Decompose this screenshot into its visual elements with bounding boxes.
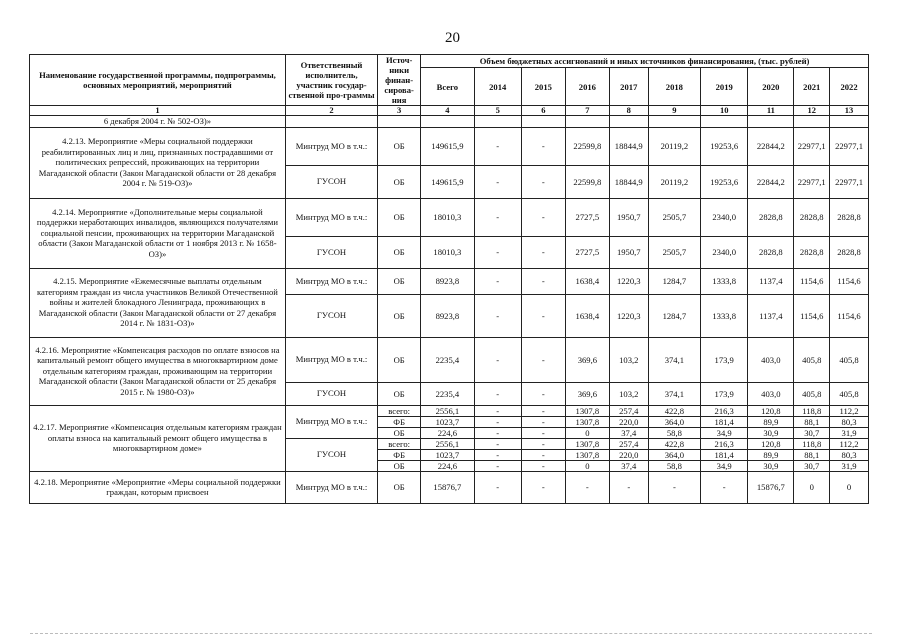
value-cell: - (474, 438, 521, 449)
value-cell: 34,9 (701, 427, 748, 438)
value-cell: - (521, 337, 565, 382)
value-cell: 31,9 (830, 427, 869, 438)
source: ОБ (378, 127, 421, 165)
value-cell: 8923,8 (421, 294, 474, 337)
column-number: 11 (748, 106, 794, 116)
value-cell: 37,4 (609, 460, 648, 471)
value-cell: 2235,4 (421, 382, 474, 405)
value-cell: 22599,8 (565, 165, 609, 198)
row-name: 4.2.17. Мероприятие «Компенсация отдельным категориям граждан оплаты взноса на капитальный ремонт общего имущества в многоквартирном доме» (30, 405, 286, 471)
value-cell: 2340,0 (701, 198, 748, 236)
value-cell: 405,8 (794, 382, 830, 405)
column-number: 4 (421, 106, 474, 116)
table-row (30, 127, 869, 165)
responsible: Минтруд МО в т.ч.: (285, 405, 377, 438)
value-cell: 403,0 (748, 337, 794, 382)
value-cell: - (474, 382, 521, 405)
value-cell: 88,1 (794, 449, 830, 460)
responsible: ГУСОН (285, 382, 377, 405)
page-number: 20 (445, 30, 460, 46)
value-cell: 2556,1 (421, 405, 474, 416)
value-cell: - (474, 427, 521, 438)
column-number: 9 (648, 106, 700, 116)
value-cell: - (474, 337, 521, 382)
value-cell: 2828,8 (794, 198, 830, 236)
row-name: 4.2.16. Мероприятие «Компенсация расходов по оплате взносов на капитальный ремонт общего имущества в многоквартирном доме отдельным категориям граждан, проживающим на территории Магаданской области (Закон Магаданской области от 25 декабря 2015 г. № 1980-ОЗ)» (30, 337, 286, 405)
value-cell: 20119,2 (648, 127, 700, 165)
value-cell: 364,0 (648, 449, 700, 460)
value-cell: 364,0 (648, 416, 700, 427)
row-name: 4.2.14. Мероприятие «Дополнительные меры социальной поддержки неработающих инвалидов, являющихся получателями социальной пенсии, проживающих на территории Магаданской области (Закон Магаданской области от 1 ноября 2013 г. № 1658-ОЗ)» (30, 198, 286, 268)
header-year: 2017 (609, 68, 648, 106)
value-cell: 22599,8 (565, 127, 609, 165)
value-cell: 374,1 (648, 382, 700, 405)
value-cell: 1638,4 (565, 268, 609, 294)
value-cell: 0 (794, 471, 830, 503)
value-cell: 422,8 (648, 438, 700, 449)
value-cell: 1333,8 (701, 268, 748, 294)
responsible: Минтруд МО в т.ч.: (285, 337, 377, 382)
value-cell: 34,9 (701, 460, 748, 471)
value-cell: 2235,4 (421, 337, 474, 382)
source: ОБ (378, 236, 421, 268)
value-cell: - (609, 471, 648, 503)
column-number: 3 (378, 106, 421, 116)
header-total: Всего (421, 68, 474, 106)
header-year: 2015 (521, 68, 565, 106)
value-cell: 1307,8 (565, 416, 609, 427)
source: ОБ (378, 382, 421, 405)
column-number: 12 (794, 106, 830, 116)
value-cell: - (648, 471, 700, 503)
value-cell: 31,9 (830, 460, 869, 471)
value-cell: 216,3 (701, 438, 748, 449)
value-cell: 1307,8 (565, 438, 609, 449)
value-cell: 89,9 (748, 416, 794, 427)
value-cell: 181,4 (701, 449, 748, 460)
value-cell: 8923,8 (421, 268, 474, 294)
value-cell: 2828,8 (748, 198, 794, 236)
value-cell: - (521, 416, 565, 427)
page-edge-divider (30, 633, 872, 634)
value-cell: - (474, 165, 521, 198)
value-cell: 18844,9 (609, 127, 648, 165)
value-cell: 224,6 (421, 460, 474, 471)
header-year: 2022 (830, 68, 869, 106)
value-cell: 30,7 (794, 460, 830, 471)
value-cell: - (701, 471, 748, 503)
value-cell: 118,8 (794, 405, 830, 416)
source: ФБ (378, 449, 421, 460)
header-year: 2021 (794, 68, 830, 106)
responsible: Минтруд МО в т.ч.: (285, 471, 377, 503)
value-cell: 103,2 (609, 382, 648, 405)
value-cell: 2828,8 (748, 236, 794, 268)
value-cell: 405,8 (794, 337, 830, 382)
value-cell: 149615,9 (421, 165, 474, 198)
value-cell: 403,0 (748, 382, 794, 405)
responsible: ГУСОН (285, 236, 377, 268)
value-cell: 88,1 (794, 416, 830, 427)
value-cell: 2340,0 (701, 236, 748, 268)
column-number: 2 (285, 106, 377, 116)
value-cell: 22977,1 (794, 165, 830, 198)
value-cell: 216,3 (701, 405, 748, 416)
value-cell: 374,1 (648, 337, 700, 382)
row-name: 4.2.13. Мероприятие «Меры социальной поддержки реабилитированных лиц и лиц, признанных пострадавшими от политических репрессий, проживающих на территории Магаданской области (Закон Магаданской области от 28 декабря 2004 г. № 519-ОЗ)» (30, 127, 286, 198)
value-cell: 2505,7 (648, 198, 700, 236)
value-cell: 173,9 (701, 337, 748, 382)
value-cell: - (521, 198, 565, 236)
value-cell: - (521, 405, 565, 416)
continuation-text: 6 декабря 2004 г. № 502-ОЗ)» (30, 116, 286, 128)
value-cell: 1307,8 (565, 405, 609, 416)
value-cell: 369,6 (565, 382, 609, 405)
responsible: Минтруд МО в т.ч.: (285, 268, 377, 294)
responsible: Минтруд МО в т.ч.: (285, 127, 377, 165)
header-year: 2016 (565, 68, 609, 106)
column-number: 10 (701, 106, 748, 116)
value-cell: 1137,4 (748, 268, 794, 294)
value-cell: 0 (565, 427, 609, 438)
value-cell: 1638,4 (565, 294, 609, 337)
value-cell: - (474, 405, 521, 416)
source: ОБ (378, 460, 421, 471)
source: ОБ (378, 427, 421, 438)
value-cell: - (474, 294, 521, 337)
value-cell: - (565, 471, 609, 503)
value-cell: 369,6 (565, 337, 609, 382)
value-cell: 2556,1 (421, 438, 474, 449)
column-number: 7 (565, 106, 609, 116)
value-cell: 1154,6 (830, 268, 869, 294)
column-number: 13 (830, 106, 869, 116)
value-cell: 2828,8 (830, 198, 869, 236)
value-cell: - (521, 165, 565, 198)
value-cell: - (521, 427, 565, 438)
value-cell: 173,9 (701, 382, 748, 405)
header-source: Источ-ники финан-сирова-ния (378, 55, 421, 106)
value-cell: 30,7 (794, 427, 830, 438)
source: всего: (378, 405, 421, 416)
value-cell: - (521, 127, 565, 165)
value-cell: 2828,8 (794, 236, 830, 268)
value-cell: - (474, 127, 521, 165)
responsible: ГУСОН (285, 294, 377, 337)
value-cell: 18010,3 (421, 198, 474, 236)
column-number: 6 (521, 106, 565, 116)
value-cell: 1307,8 (565, 449, 609, 460)
value-cell: - (474, 198, 521, 236)
value-cell: 405,8 (830, 382, 869, 405)
value-cell: 15876,7 (421, 471, 474, 503)
value-cell: 220,0 (609, 416, 648, 427)
value-cell: 120,8 (748, 405, 794, 416)
value-cell: - (521, 236, 565, 268)
value-cell: 1154,6 (794, 294, 830, 337)
value-cell: 22977,1 (794, 127, 830, 165)
value-cell: - (521, 471, 565, 503)
header-year: 2018 (648, 68, 700, 106)
value-cell: 220,0 (609, 449, 648, 460)
value-cell: 1023,7 (421, 449, 474, 460)
value-cell: 1284,7 (648, 268, 700, 294)
value-cell: 1154,6 (830, 294, 869, 337)
column-number: 1 (30, 106, 286, 116)
value-cell: 19253,6 (701, 165, 748, 198)
value-cell: 1154,6 (794, 268, 830, 294)
row-name: 4.2.18. Мероприятие «Мероприятие «Меры социальной поддержки граждан, которым присвоен (30, 471, 286, 503)
header-year: 2019 (701, 68, 748, 106)
value-cell: 15876,7 (748, 471, 794, 503)
value-cell: 1137,4 (748, 294, 794, 337)
value-cell: 18010,3 (421, 236, 474, 268)
value-cell: - (521, 268, 565, 294)
value-cell: 405,8 (830, 337, 869, 382)
value-cell: 80,3 (830, 416, 869, 427)
value-cell: - (521, 460, 565, 471)
header-volume: Объем бюджетных ассигнований и иных источников финансирования, (тыс. рублей) (421, 55, 869, 68)
value-cell: 1220,3 (609, 294, 648, 337)
value-cell: 1220,3 (609, 268, 648, 294)
value-cell: - (521, 382, 565, 405)
value-cell: 37,4 (609, 427, 648, 438)
value-cell: - (474, 416, 521, 427)
value-cell: - (474, 449, 521, 460)
value-cell: 19253,6 (701, 127, 748, 165)
table-row (30, 405, 869, 416)
value-cell: 422,8 (648, 405, 700, 416)
value-cell: 30,9 (748, 427, 794, 438)
value-cell: - (521, 438, 565, 449)
table-row (30, 198, 869, 236)
value-cell: 1950,7 (609, 236, 648, 268)
value-cell: 58,8 (648, 460, 700, 471)
value-cell: 103,2 (609, 337, 648, 382)
source: ОБ (378, 198, 421, 236)
table-row (30, 471, 869, 503)
value-cell: - (474, 268, 521, 294)
column-number: 5 (474, 106, 521, 116)
value-cell: 224,6 (421, 427, 474, 438)
value-cell: 1333,8 (701, 294, 748, 337)
column-number: 8 (609, 106, 648, 116)
value-cell: 1950,7 (609, 198, 648, 236)
value-cell: 149615,9 (421, 127, 474, 165)
budget-table (29, 54, 869, 504)
value-cell: 257,4 (609, 438, 648, 449)
source: ОБ (378, 268, 421, 294)
value-cell: 112,2 (830, 405, 869, 416)
source: ОБ (378, 165, 421, 198)
source: ФБ (378, 416, 421, 427)
header-year: 2020 (748, 68, 794, 106)
responsible: ГУСОН (285, 165, 377, 198)
value-cell: 18844,9 (609, 165, 648, 198)
value-cell: 1023,7 (421, 416, 474, 427)
responsible: ГУСОН (285, 438, 377, 471)
value-cell: 30,9 (748, 460, 794, 471)
value-cell: 112,2 (830, 438, 869, 449)
value-cell: 22844,2 (748, 127, 794, 165)
responsible: Минтруд МО в т.ч.: (285, 198, 377, 236)
value-cell: 2505,7 (648, 236, 700, 268)
value-cell: 1284,7 (648, 294, 700, 337)
value-cell: - (474, 460, 521, 471)
header-name: Наименование государственной программы, подпрограммы, основных мероприятий, мероприятий (30, 55, 286, 106)
value-cell: 118,8 (794, 438, 830, 449)
value-cell: 257,4 (609, 405, 648, 416)
value-cell: - (521, 449, 565, 460)
header-year: 2014 (474, 68, 521, 106)
value-cell: - (474, 471, 521, 503)
value-cell: 0 (565, 460, 609, 471)
value-cell: 0 (830, 471, 869, 503)
value-cell: 22977,1 (830, 165, 869, 198)
source: всего: (378, 438, 421, 449)
table-row (30, 268, 869, 294)
header-responsible: Ответственный исполнитель, участник государ-ственной про-граммы (285, 55, 377, 106)
value-cell: - (474, 236, 521, 268)
value-cell: 120,8 (748, 438, 794, 449)
value-cell: 80,3 (830, 449, 869, 460)
source: ОБ (378, 471, 421, 503)
source: ОБ (378, 294, 421, 337)
table-row (30, 337, 869, 382)
row-name: 4.2.15. Мероприятие «Ежемесячные выплаты отдельным категориям граждан из числа участников Великой Отечественной войны и жителей блокадного Ленинграда, проживающих в Магаданской области (Закон Магаданской области от 27 декабря 2014 г. № 1831-ОЗ)» (30, 268, 286, 337)
value-cell: 2828,8 (830, 236, 869, 268)
value-cell: 22977,1 (830, 127, 869, 165)
source: ОБ (378, 337, 421, 382)
value-cell: 22844,2 (748, 165, 794, 198)
value-cell: 2727,5 (565, 198, 609, 236)
value-cell: 20119,2 (648, 165, 700, 198)
value-cell: 2727,5 (565, 236, 609, 268)
value-cell: 58,8 (648, 427, 700, 438)
value-cell: 181,4 (701, 416, 748, 427)
value-cell: 89,9 (748, 449, 794, 460)
value-cell: - (521, 294, 565, 337)
